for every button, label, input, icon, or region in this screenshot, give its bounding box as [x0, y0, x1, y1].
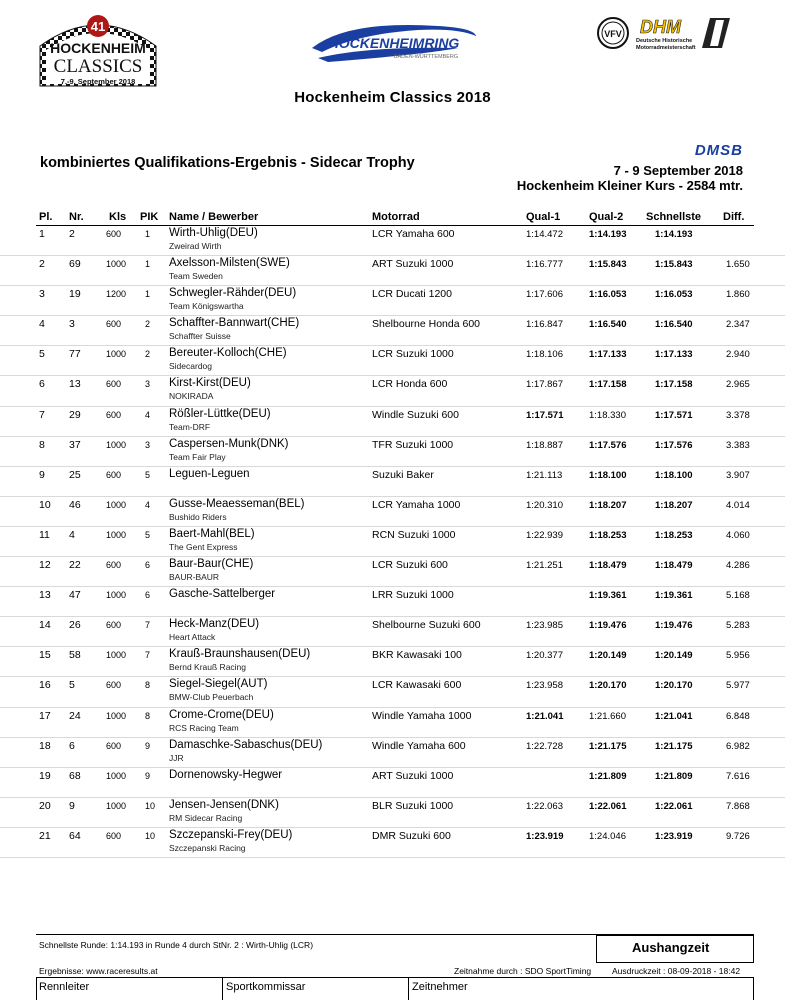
cell-position: 20 [39, 799, 51, 812]
cell-motorcycle: DMR Suzuki 600 [372, 829, 451, 842]
cell-team: Heart Attack [169, 632, 216, 643]
cell-qual1: 1:17.867 [526, 379, 563, 391]
cell-qual2: 1:17.576 [589, 439, 627, 451]
cell-position: 6 [39, 378, 45, 391]
cell-start-number: 26 [69, 619, 81, 632]
cell-qual1: 1:16.777 [526, 259, 563, 271]
cell-qual2: 1:20.149 [589, 650, 627, 662]
cell-position: 17 [39, 709, 51, 722]
cell-team: BMW-Club Peuerbach [169, 692, 254, 703]
cell-start-number: 2 [69, 228, 75, 240]
cell-qual1: 1:18.887 [526, 439, 563, 451]
cell-qual2: 1:24.046 [589, 830, 626, 842]
cell-class: 1000 [106, 650, 127, 661]
cell-fastest: 1:19.361 [655, 590, 693, 602]
cell-qual1: 1:23.958 [526, 680, 563, 692]
col-header-qual1: Qual-1 [526, 211, 561, 223]
cell-qual1: 1:21.041 [526, 710, 564, 722]
cell-driver-name: Dornenowsky-Hegwer [169, 768, 283, 781]
cell-team: RM Sidecar Racing [169, 812, 243, 823]
cell-position: 18 [39, 739, 51, 752]
page-footer [36, 934, 754, 1000]
event-venue: Hockenheim Kleiner Kurs - 2584 mtr. [516, 178, 743, 193]
cell-class-position: 4 [145, 409, 151, 420]
cell-motorcycle: Shelbourne Suzuki 600 [372, 619, 481, 632]
cell-diff: 4.286 [726, 560, 750, 572]
cell-diff: 7.616 [726, 770, 750, 782]
cell-class-position: 2 [145, 349, 151, 360]
cell-team: NOKIRADA [169, 391, 214, 402]
cell-class-position: 6 [145, 590, 151, 601]
cell-motorcycle: Shelbourne Honda 600 [372, 318, 481, 331]
cell-class: 1000 [106, 710, 127, 721]
cell-position: 16 [39, 679, 51, 692]
cell-class: 1000 [106, 590, 127, 601]
cell-driver-name: Schaffter-Bannwart(CHE) [169, 317, 300, 330]
cell-driver-name: Crome-Crome(DEU) [169, 708, 274, 721]
cell-motorcycle: LCR Honda 600 [372, 378, 448, 391]
cell-diff: 5.956 [726, 650, 750, 662]
cell-class-position: 1 [145, 289, 151, 300]
table-row [0, 617, 785, 647]
cell-qual2: 1:21.809 [589, 770, 627, 782]
cell-start-number: 24 [69, 709, 81, 722]
cell-start-number: 3 [69, 318, 75, 331]
cell-fastest: 1:21.175 [655, 740, 693, 752]
col-header-name: Name / Bewerber [169, 211, 259, 223]
cell-position: 12 [39, 559, 51, 572]
cell-position: 8 [39, 438, 45, 451]
cell-qual2: 1:15.843 [589, 259, 627, 271]
page-subtitle: kombiniertes Qualifikations-Ergebnis - Sidecar Trophy [40, 155, 415, 171]
table-row [0, 316, 785, 346]
cell-driver-name: Heck-Manz(DEU) [169, 618, 260, 631]
cell-qual1: 1:17.606 [526, 289, 563, 301]
cell-fastest: 1:14.193 [655, 229, 693, 240]
cell-driver-name: Leguen-Leguen [169, 467, 250, 480]
cell-team: Team-DRF [169, 421, 211, 432]
cell-start-number: 37 [69, 438, 81, 451]
table-row [0, 437, 785, 467]
cell-class-position: 9 [145, 770, 151, 781]
signature-divider-2 [408, 977, 409, 1000]
results-table-body [0, 226, 785, 858]
cell-qual2: 1:16.540 [589, 319, 627, 331]
cell-fastest: 1:19.476 [655, 620, 693, 632]
cell-motorcycle: TFR Suzuki 1000 [372, 438, 454, 451]
cell-team: RCS Racing Team [169, 722, 239, 733]
cell-class: 1000 [106, 800, 127, 811]
cell-fastest: 1:17.571 [655, 409, 693, 421]
dhm-logo [596, 14, 746, 54]
cell-qual2: 1:18.207 [589, 499, 627, 511]
logo-line1: HOCKENHEIM [50, 40, 146, 56]
cell-driver-name: Caspersen-Munk(DNK) [169, 437, 289, 450]
cell-start-number: 4 [69, 528, 75, 541]
cell-diff: 6.848 [726, 710, 750, 722]
cell-qual2: 1:18.100 [589, 469, 627, 481]
fastest-lap-info: Schnellste Runde: 1:14.193 in Runde 4 durch StNr. 2 : Wirth-Uhlig (LCR) [39, 940, 314, 950]
hockenheim-classics-logo [34, 12, 162, 92]
cell-start-number: 58 [69, 649, 81, 662]
rennleiter-label: Rennleiter [39, 981, 90, 993]
cell-team: Szczepanski Racing [169, 842, 246, 853]
cell-diff: 2.940 [726, 349, 750, 361]
cell-position: 10 [39, 498, 51, 511]
table-row [0, 346, 785, 376]
cell-position: 19 [39, 769, 51, 782]
dmsb-logo: DMSB [694, 142, 743, 159]
sportkommissar-label: Sportkommissar [226, 981, 306, 993]
col-header-motorrad: Motorrad [372, 211, 420, 223]
table-row [0, 828, 785, 858]
col-header-diff: Diff. [723, 211, 745, 223]
col-header-nr: Nr. [69, 211, 84, 223]
cell-motorcycle: LCR Yamaha 1000 [372, 498, 461, 511]
cell-qual1: 1:20.377 [526, 650, 563, 662]
cell-diff: 5.283 [726, 620, 750, 632]
cell-start-number: 29 [69, 408, 81, 421]
table-row [0, 708, 785, 738]
cell-class-position: 1 [145, 259, 151, 270]
page-title: Hockenheim Classics 2018 [294, 89, 491, 106]
cell-motorcycle: RCN Suzuki 1000 [372, 528, 456, 541]
cell-class: 1000 [106, 439, 127, 450]
cell-qual1: 1:14.472 [526, 229, 563, 240]
cell-motorcycle: BLR Suzuki 1000 [372, 799, 454, 812]
table-row [0, 677, 785, 707]
cell-fastest: 1:20.149 [655, 650, 693, 662]
cell-class: 1000 [106, 259, 127, 270]
cell-start-number: 22 [69, 559, 81, 572]
cell-position: 11 [39, 528, 50, 541]
cell-driver-name: Baur-Baur(CHE) [169, 558, 254, 571]
cell-class-position: 6 [145, 560, 151, 571]
cell-start-number: 77 [69, 348, 81, 361]
print-time: Ausdruckzeit : 08-09-2018 - 18:42 [612, 966, 741, 976]
cell-driver-name: Siegel-Siegel(AUT) [169, 678, 268, 691]
cell-team: JJR [169, 752, 184, 763]
table-row [0, 226, 785, 256]
cell-class-position: 8 [145, 680, 151, 691]
cell-qual1: 1:18.106 [526, 349, 563, 361]
table-row [0, 527, 785, 557]
cell-qual1: 1:16.847 [526, 319, 563, 331]
cell-position: 3 [39, 288, 45, 301]
cell-driver-name: Jensen-Jensen(DNK) [169, 798, 279, 811]
cell-diff: 3.378 [726, 409, 750, 421]
table-row [0, 557, 785, 587]
cell-fastest: 1:20.170 [655, 680, 693, 692]
cell-class: 1200 [106, 289, 127, 300]
cell-motorcycle: LCR Suzuki 1000 [372, 348, 454, 361]
cell-fastest: 1:15.843 [655, 259, 693, 271]
cell-fastest: 1:21.041 [655, 710, 693, 722]
cell-diff: 1.860 [726, 289, 750, 301]
cell-class-position: 7 [145, 620, 151, 631]
cell-team: Sidecardog [169, 361, 213, 372]
cell-start-number: 19 [69, 288, 81, 301]
signature-divider-1 [222, 977, 223, 1000]
cell-class: 600 [106, 620, 122, 631]
cell-driver-name: Wirth-Uhlig(DEU) [169, 227, 258, 239]
cell-qual2: 1:17.158 [589, 379, 627, 391]
cell-fastest: 1:18.100 [655, 469, 693, 481]
cell-driver-name: Krauß-Braunshausen(DEU) [169, 648, 311, 661]
cell-qual2: 1:19.476 [589, 620, 627, 632]
cell-team: BAUR-BAUR [169, 572, 220, 583]
cell-motorcycle: LCR Suzuki 600 [372, 559, 448, 572]
cell-start-number: 68 [69, 769, 81, 782]
cell-qual1: 1:20.310 [526, 499, 563, 511]
aushangzeit-label: Aushangzeit [632, 940, 710, 955]
cell-class-position: 3 [145, 379, 151, 390]
cell-qual1: 1:23.919 [526, 830, 564, 842]
timing-info: Zeitnahme durch : SDO SportTiming [454, 966, 592, 976]
cell-diff: 7.868 [726, 800, 750, 812]
cell-qual1: 1:22.939 [526, 529, 563, 541]
col-header-schnellste: Schnellste [646, 211, 702, 223]
cell-fastest: 1:18.207 [655, 499, 693, 511]
cell-fastest: 1:18.253 [655, 529, 693, 541]
table-row [0, 256, 785, 286]
cell-qual2: 1:18.479 [589, 560, 627, 572]
cell-start-number: 64 [69, 829, 81, 842]
table-row [0, 798, 785, 828]
cell-driver-name: Bereuter-Kolloch(CHE) [169, 347, 287, 360]
cell-class: 1000 [106, 349, 127, 360]
cell-qual2: 1:22.061 [589, 800, 627, 812]
cell-driver-name: Gasche-Sattelberger [169, 588, 276, 601]
cell-qual2: 1:18.330 [589, 409, 626, 421]
cell-class: 600 [106, 560, 122, 571]
cell-qual1: 1:21.113 [526, 469, 563, 481]
cell-class: 600 [106, 680, 122, 691]
cell-motorcycle: LCR Kawasaki 600 [372, 679, 462, 692]
cell-fastest: 1:16.053 [655, 289, 693, 301]
cell-class: 600 [106, 409, 122, 420]
cell-start-number: 6 [69, 739, 75, 752]
cell-fastest: 1:17.158 [655, 379, 693, 391]
cell-start-number: 13 [69, 378, 81, 391]
dhm-sub1: Deutsche Historische [636, 38, 693, 44]
cell-class-position: 2 [145, 319, 151, 330]
cell-fastest: 1:17.576 [655, 439, 693, 451]
cell-diff: 4.014 [726, 499, 750, 511]
table-row [0, 647, 785, 677]
cell-position: 15 [39, 649, 51, 662]
cell-class: 600 [106, 830, 122, 841]
cell-class-position: 5 [145, 529, 151, 540]
cell-qual2: 1:18.253 [589, 529, 627, 541]
cell-motorcycle: LCR Ducati 1200 [372, 288, 452, 301]
cell-driver-name: Baert-Mahl(BEL) [169, 527, 255, 540]
hockenheimring-text: HOCKENHEIMRING [328, 35, 460, 51]
cell-qual1: 1:17.571 [526, 409, 564, 421]
dhm-sub2: Motorradmeisterschaft [636, 45, 696, 51]
cell-diff: 9.726 [726, 830, 750, 842]
cell-qual1: 1:22.728 [526, 740, 563, 752]
cell-driver-name: Szczepanski-Frey(DEU) [169, 828, 293, 841]
cell-motorcycle: Windle Yamaha 600 [372, 739, 466, 752]
cell-start-number: 25 [69, 468, 81, 481]
cell-diff: 3.383 [726, 439, 750, 451]
col-header-kls: Kls [109, 211, 127, 223]
cell-qual2: 1:20.170 [589, 680, 627, 692]
cell-driver-name: Axelsson-Milsten(SWE) [169, 257, 290, 270]
cell-class: 600 [106, 379, 122, 390]
cell-diff: 5.977 [726, 680, 750, 692]
cell-qual2: 1:17.133 [589, 349, 627, 361]
cell-position: 14 [39, 619, 51, 632]
cell-qual2: 1:19.361 [589, 590, 627, 602]
results-url: Ergebnisse: www.raceresults.at [39, 966, 158, 976]
cell-start-number: 47 [69, 589, 81, 602]
cell-qual2: 1:16.053 [589, 289, 627, 301]
col-header-pl: Pl. [39, 211, 53, 223]
cell-position: 4 [39, 318, 45, 331]
table-row [0, 376, 785, 406]
cell-diff: 3.907 [726, 469, 750, 481]
cell-fastest: 1:21.809 [655, 770, 693, 782]
cell-motorcycle: Windle Yamaha 1000 [372, 709, 472, 722]
cell-motorcycle: LRR Suzuki 1000 [372, 589, 454, 602]
cell-fastest: 1:22.061 [655, 800, 693, 812]
cell-class-position: 9 [145, 740, 151, 751]
cell-start-number: 5 [69, 679, 75, 692]
cell-driver-name: Gusse-Meaesseman(BEL) [169, 497, 305, 510]
cell-driver-name: Damaschke-Sabaschus(DEU) [169, 738, 323, 751]
table-row [0, 497, 785, 527]
cell-motorcycle: Windle Suzuki 600 [372, 408, 459, 421]
cell-diff: 5.168 [726, 590, 750, 602]
cell-class-position: 10 [145, 800, 156, 811]
col-header-pik: PIK [140, 211, 159, 223]
cell-class-position: 8 [145, 710, 151, 721]
cell-class-position: 7 [145, 650, 151, 661]
signature-box [36, 977, 754, 1000]
table-row [0, 738, 785, 768]
cell-class-position: 4 [145, 499, 151, 510]
cell-motorcycle: BKR Kawasaki 100 [372, 649, 462, 662]
cell-diff: 1.650 [726, 259, 750, 271]
cell-position: 2 [39, 258, 45, 271]
cell-position: 21 [39, 829, 51, 842]
cell-position: 13 [39, 589, 51, 602]
cell-qual1: 1:23.985 [526, 620, 563, 632]
cell-start-number: 46 [69, 498, 81, 511]
results-table-header [0, 211, 785, 225]
hockenheimring-logo [308, 18, 478, 66]
table-row [0, 467, 785, 497]
cell-class: 600 [106, 740, 122, 751]
cell-class: 1000 [106, 770, 127, 781]
cell-motorcycle: ART Suzuki 1000 [372, 769, 454, 782]
cell-motorcycle: Suzuki Baker [372, 468, 434, 481]
cell-diff: 2.347 [726, 319, 750, 331]
cell-team: Team Fair Play [169, 451, 226, 462]
cell-position: 9 [39, 468, 45, 481]
cell-team: Schaffter Suisse [169, 331, 231, 342]
cell-class-position: 1 [145, 229, 151, 239]
cell-qual1: 1:21.251 [526, 560, 563, 572]
zeitnehmer-label: Zeitnehmer [412, 981, 468, 993]
cell-class-position: 3 [145, 439, 151, 450]
table-row [0, 587, 785, 617]
cell-class-position: 5 [145, 469, 151, 480]
cell-team: Team Königswartha [169, 301, 244, 312]
cell-team: Bernd Krauß Racing [169, 662, 247, 673]
cell-class: 600 [106, 469, 122, 480]
cell-fastest: 1:18.479 [655, 560, 693, 572]
cell-start-number: 69 [69, 258, 81, 271]
cell-qual2: 1:21.660 [589, 710, 626, 722]
dhm-brand: DHM [640, 17, 681, 37]
cell-diff: 4.060 [726, 529, 750, 541]
cell-position: 7 [39, 408, 45, 421]
logo-dates: 7.-9. September 2018 [60, 77, 136, 86]
cell-qual1: 1:22.063 [526, 800, 563, 812]
cell-class: 1000 [106, 529, 127, 540]
logo-number: 41 [90, 19, 106, 34]
col-header-qual2: Qual-2 [589, 211, 624, 223]
cell-team: Bushido Riders [169, 511, 227, 522]
cell-diff: 2.965 [726, 379, 750, 391]
cell-class: 600 [106, 229, 122, 239]
table-row [0, 768, 785, 798]
hockenheimring-sub: BADEN-WÜRTTEMBERG [393, 54, 459, 60]
cell-position: 1 [39, 228, 45, 240]
table-row [0, 407, 785, 437]
cell-team: Zweirad Wirth [169, 241, 222, 251]
cell-qual2: 1:14.193 [589, 229, 627, 240]
cell-driver-name: Rößler-Lüttke(DEU) [169, 407, 271, 420]
cell-driver-name: Kirst-Kirst(DEU) [169, 377, 251, 390]
cell-qual2: 1:21.175 [589, 740, 627, 752]
cell-class: 1000 [106, 499, 127, 510]
cell-diff: 6.982 [726, 740, 750, 752]
cell-class-position: 10 [145, 830, 156, 841]
event-dates: 7 - 9 September 2018 [613, 163, 743, 178]
cell-team: The Gent Express [169, 541, 238, 552]
cell-class: 600 [106, 319, 122, 330]
vfv-emblem-text: VFV [604, 29, 622, 39]
cell-driver-name: Schwegler-Rähder(DEU) [169, 287, 297, 300]
cell-fastest: 1:16.540 [655, 319, 693, 331]
table-row [0, 286, 785, 316]
cell-fastest: 1:17.133 [655, 349, 693, 361]
cell-motorcycle: ART Suzuki 1000 [372, 258, 454, 271]
cell-fastest: 1:23.919 [655, 830, 693, 842]
cell-position: 5 [39, 348, 45, 361]
logo-line2: CLASSICS [53, 56, 143, 77]
cell-motorcycle: LCR Yamaha 600 [372, 228, 455, 240]
cell-team: Team Sweden [169, 271, 223, 282]
cell-start-number: 9 [69, 799, 75, 812]
